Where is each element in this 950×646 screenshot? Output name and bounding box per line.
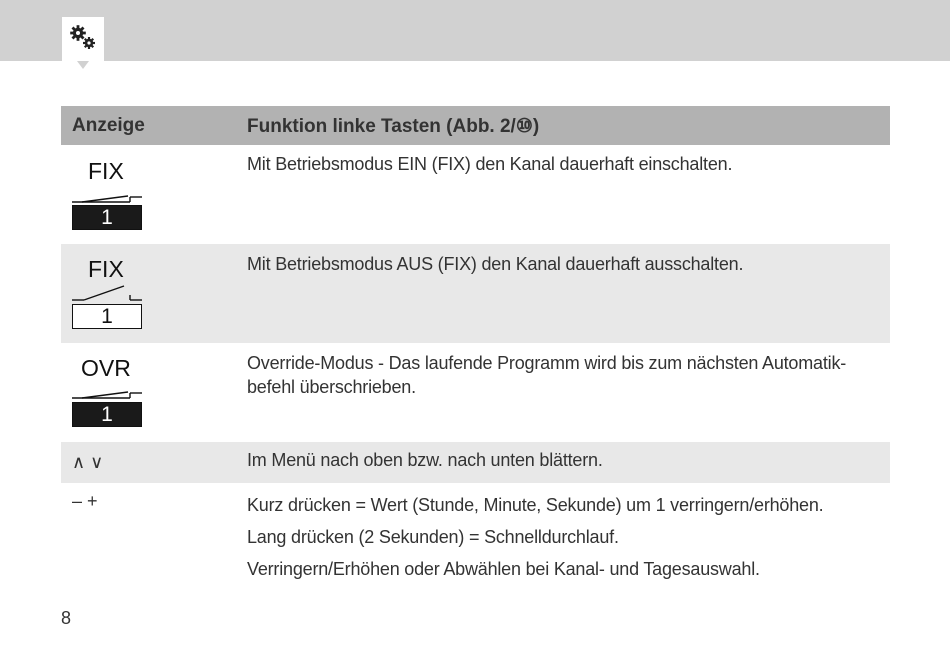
table-row — [61, 483, 890, 583]
table-row — [61, 442, 890, 483]
tab-pointer — [77, 61, 89, 69]
switch-open-icon — [72, 284, 144, 304]
mode-label: FIX — [88, 256, 124, 282]
description-line: Verringern/Erhöhen oder Abwählen bei Kanal- und Tagesauswahl. — [247, 559, 760, 579]
table-row — [61, 244, 890, 343]
function-description — [247, 489, 823, 585]
up-down-arrow-icon: ∧ ∨ — [72, 452, 104, 472]
header-bar — [0, 0, 950, 61]
description-line: Kurz drücken = Wert (Stunde, Minute, Sekunde) um 1 verringern/erhöhen. — [247, 495, 824, 515]
description-line: Im Menü nach oben bzw. nach unten blättern. — [247, 450, 603, 470]
description-line: befehl überschrieben. — [247, 377, 416, 397]
mode-label: FIX — [88, 158, 124, 184]
description-line: Override-Modus - Das laufende Programm wird bis zum nächsten Automatik- — [247, 353, 847, 373]
minus-plus-icon: – + — [72, 491, 98, 511]
function-description — [247, 152, 732, 176]
switch-closed-icon — [72, 388, 144, 400]
column-header-display: Anzeige — [72, 115, 145, 136]
column-header-function: Funktion linke Tasten (Abb. 2/⑩) — [247, 116, 540, 137]
table-row — [61, 343, 890, 442]
switch-closed-icon — [72, 192, 144, 204]
table-header — [61, 106, 890, 145]
mode-label: OVR — [81, 355, 131, 381]
channel-indicator: 1 — [72, 402, 142, 427]
page-number: 8 — [61, 608, 72, 628]
function-description — [247, 252, 743, 276]
description-line: Mit Betriebsmodus EIN (FIX) den Kanal dauerhaft einschalten. — [247, 154, 733, 174]
gears-icon — [68, 23, 98, 53]
channel-indicator: 1 — [72, 304, 142, 329]
description-line: Mit Betriebsmodus AUS (FIX) den Kanal dauerhaft ausschalten. — [247, 254, 744, 274]
settings-tab — [62, 17, 104, 61]
description-line: Lang drücken (2 Sekunden) = Schnelldurchlauf. — [247, 527, 619, 547]
channel-indicator: 1 — [72, 205, 142, 230]
table-row — [61, 145, 890, 244]
function-description — [247, 448, 603, 472]
function-table — [61, 106, 890, 583]
function-description — [247, 351, 846, 399]
